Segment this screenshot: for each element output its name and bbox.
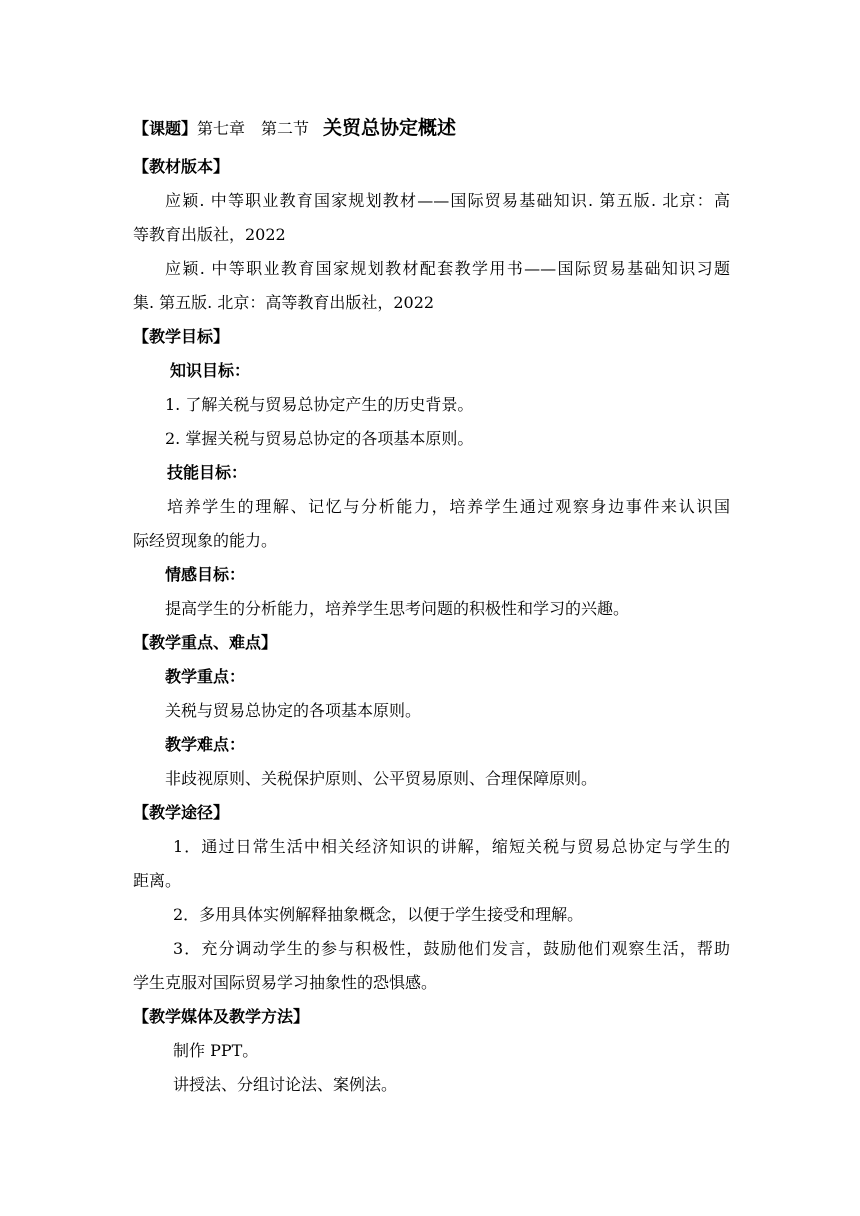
lesson-title xyxy=(133,118,456,139)
approach-item-3-line2: 学生克服对国际贸易学习抽象性的恐惧感。 xyxy=(133,973,438,992)
title-label: 【课题】 xyxy=(133,119,198,138)
skill-label: 技能目标： xyxy=(167,463,248,482)
title-chapter: 第七章 第二节 xyxy=(197,119,310,138)
approach-heading: 【教学途径】 xyxy=(133,803,230,822)
approach-item-1-line2: 距离。 xyxy=(133,871,182,890)
textbook-ref2-line1: 应颖. 中等职业教育国家规划教材配套教学用书——国际贸易基础知识习题 xyxy=(165,259,730,278)
objectives-heading: 【教学目标】 xyxy=(133,327,230,346)
media-line-1: 制作 PPT。 xyxy=(173,1041,259,1060)
media-line-2: 讲授法、分组讨论法、案例法。 xyxy=(173,1075,398,1094)
focus-text: 关税与贸易总协定的各项基本原则。 xyxy=(165,701,422,720)
approach-item-3-line1: 3．充分调动学生的参与积极性，鼓励他们发言，鼓励他们观察生活，帮助 xyxy=(173,939,730,958)
title-main: 关贸总协定概述 xyxy=(323,117,457,139)
textbook-ref1-line2: 等教育出版社，2022 xyxy=(133,225,286,244)
knowledge-label: 知识目标： xyxy=(170,361,251,380)
difficulty-text: 非歧视原则、关税保护原则、公平贸易原则、合理保障原则。 xyxy=(165,769,598,788)
focus-label: 教学重点： xyxy=(165,667,246,686)
textbook-heading: 【教材版本】 xyxy=(133,157,230,176)
textbook-ref1-line1: 应颖. 中等职业教育国家规划教材——国际贸易基础知识. 第五版. 北京：高 xyxy=(165,191,730,210)
media-heading: 【教学媒体及教学方法】 xyxy=(133,1007,310,1026)
difficulty-label: 教学难点： xyxy=(165,735,246,754)
knowledge-item-2: 2. 掌握关税与贸易总协定的各项基本原则。 xyxy=(165,429,474,448)
skill-line-1: 培养学生的理解、记忆与分析能力，培养学生通过观察身边事件来认识国 xyxy=(167,497,730,516)
approach-item-2: 2．多用具体实例解释抽象概念，以便于学生接受和理解。 xyxy=(173,905,584,924)
key-points-heading: 【教学重点、难点】 xyxy=(133,633,278,652)
knowledge-item-1: 1. 了解关税与贸易总协定产生的历史背景。 xyxy=(165,395,474,414)
textbook-ref2-line2: 集. 第五版. 北京：高等教育出版社，2022 xyxy=(133,293,435,312)
emotion-text: 提高学生的分析能力，培养学生思考问题的积极性和学习的兴趣。 xyxy=(165,599,630,618)
emotion-label: 情感目标： xyxy=(165,565,246,584)
skill-line-2: 际经贸现象的能力。 xyxy=(133,531,278,550)
approach-item-1-line1: 1．通过日常生活中相关经济知识的讲解，缩短关税与贸易总协定与学生的 xyxy=(173,837,730,856)
